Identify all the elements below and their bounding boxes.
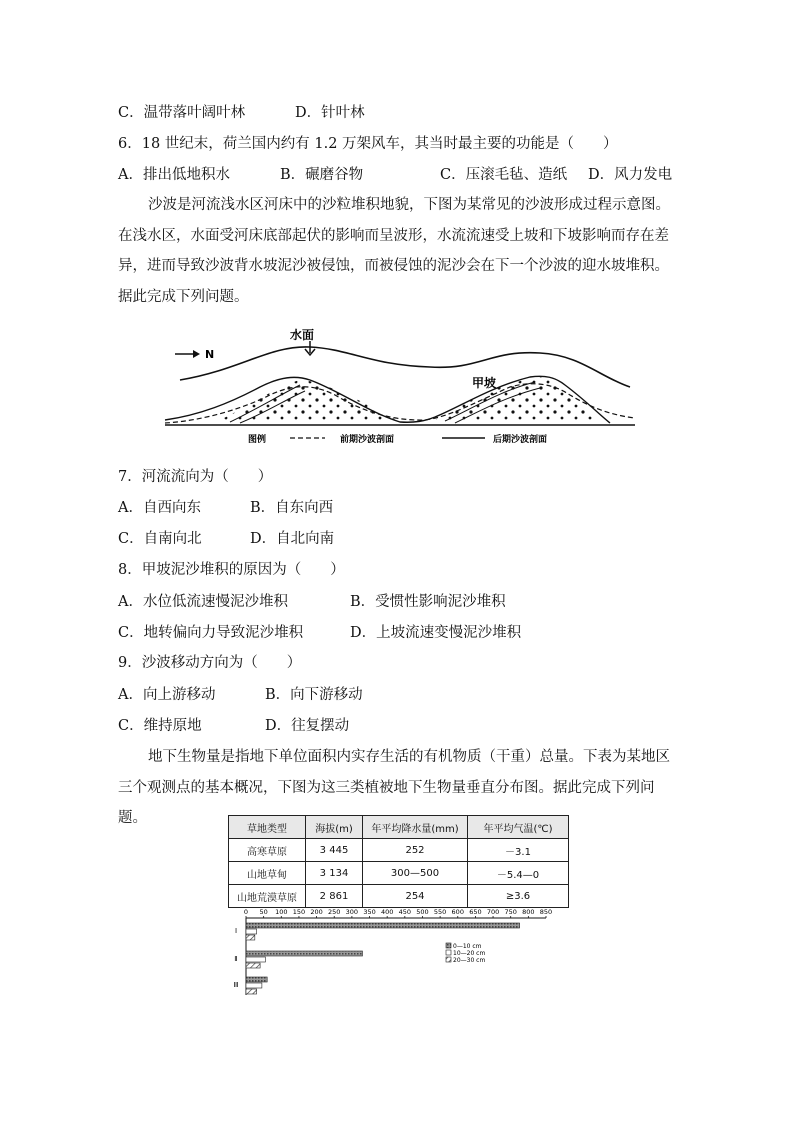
q8-option-c: C．地转偏向力导致泥沙堆积 xyxy=(118,625,304,641)
table-header: 草地类型 xyxy=(229,816,306,839)
bar-20-30-3 xyxy=(246,989,257,994)
legend-label: 20—30 cm xyxy=(453,957,486,964)
table-cell: －5.4—0 xyxy=(468,862,569,885)
q7-stem: 7．河流流向为（ ） xyxy=(118,469,273,485)
q6-option-b: B．碾磨谷物 xyxy=(280,167,364,183)
bar-10-20-2 xyxy=(246,957,265,962)
q6-stem: 6．18 世纪末，荷兰国内约有 1.2 万架风车，其当时最主要的功能是（ ） xyxy=(118,136,618,152)
q8-stem: 8．甲坡泥沙堆积的原因为（ ） xyxy=(118,562,345,578)
legend-early-label: 前期沙波剖面 xyxy=(340,435,395,445)
category-label: Ⅲ xyxy=(233,981,239,989)
category-label: Ⅰ xyxy=(234,927,238,935)
table-header: 年平均气温(℃) xyxy=(468,816,569,839)
q6-option-c: C．压滚毛毡、造纸 xyxy=(440,167,568,183)
q7-option-d: D．自北向南 xyxy=(250,531,335,547)
x-tick-label: 750 xyxy=(504,908,517,916)
passage-sand-waves: 沙波是河流浅水区河床中的沙粒堆积地貌，下图为某常见的沙波形成过程示意图。在浅水区，水面受河床底部起伏的影响而呈波形，水流流速受上坡和下坡影响而存在差异，进而导致沙波背水坡泥沙被侵蚀，而被侵蚀的泥沙会在下一个沙波的迎水坡堆积。据此完成下列问题。 xyxy=(118,197,670,305)
q6-option-a: A．排出低地积水 xyxy=(118,167,230,183)
grassland-table xyxy=(228,815,569,908)
table-cell: 3 134 xyxy=(306,862,363,885)
table-header: 年平均降水量(mm) xyxy=(363,816,468,839)
bar-20-30-2 xyxy=(246,963,260,968)
x-tick-label: 100 xyxy=(275,908,288,916)
q9-stem: 9．沙波移动方向为（ ） xyxy=(118,655,302,671)
x-tick-label: 550 xyxy=(433,908,447,916)
table-cell: 山地草甸 xyxy=(229,862,306,885)
x-tick-label: 250 xyxy=(328,908,341,916)
x-tick-label: 850 xyxy=(539,908,553,916)
legend-late-label: 后期沙波剖面 xyxy=(493,435,548,445)
x-tick-label: 650 xyxy=(469,908,482,916)
bar-0-10-1 xyxy=(246,923,520,928)
q9-option-c: C．维持原地 xyxy=(118,718,202,734)
table-cell: 2 861 xyxy=(306,885,363,908)
table-cell: ≥3.6 xyxy=(468,885,569,908)
legend-swatch xyxy=(446,957,451,962)
x-tick-label: 150 xyxy=(292,908,306,916)
slope-label: 甲坡 xyxy=(472,376,497,390)
biomass-bar-chart xyxy=(228,905,578,1000)
legend-swatch xyxy=(446,943,451,948)
table-cell: 252 xyxy=(363,839,468,862)
q5-option-c: C．温带落叶阔叶林 xyxy=(118,105,246,121)
x-tick-label: 500 xyxy=(416,908,429,916)
q9-option-a: A．向上游移动 xyxy=(118,687,216,703)
bar-20-30-1 xyxy=(246,935,255,940)
x-tick-label: 800 xyxy=(522,908,535,916)
legend-title: 图例 xyxy=(248,435,267,445)
table-cell: 300—500 xyxy=(363,862,468,885)
x-tick-label: 700 xyxy=(486,908,500,916)
x-tick-label: 400 xyxy=(380,908,394,916)
q9-option-b: B．向下游移动 xyxy=(265,687,363,703)
table-cell: 254 xyxy=(363,885,468,908)
passage-biomass: 地下生物量是指地下单位面积内实存生活的有机物质（干重）总量。下表为某地区三个观测点的基本概况，下图为这三类植被地下生物量垂直分布图。据此完成下列问题。 xyxy=(118,749,670,826)
category-label: Ⅱ xyxy=(234,955,238,963)
q7-option-c: C．自南向北 xyxy=(118,531,202,547)
water-surface-line xyxy=(180,347,630,387)
x-tick-label: 0 xyxy=(243,908,249,916)
bar-0-10-3 xyxy=(246,977,267,982)
q8-option-a: A．水位低流速慢泥沙堆积 xyxy=(118,594,288,610)
table-row xyxy=(229,839,569,862)
bar-10-20-1 xyxy=(246,929,257,934)
q8-option-b: B．受惯性影响泥沙堆积 xyxy=(350,594,506,610)
water-label: 水面 xyxy=(290,328,315,342)
table-cell: 高寒草原 xyxy=(229,839,306,862)
sand-wave-diagram xyxy=(160,325,650,450)
q7-option-b: B．自东向西 xyxy=(250,500,334,516)
table-header-row xyxy=(229,816,569,839)
table-cell: 山地荒漠草原 xyxy=(229,885,306,908)
q7-option-a: A．自西向东 xyxy=(118,500,201,516)
bar-10-20-3 xyxy=(246,983,262,988)
table-row xyxy=(229,862,569,885)
legend-label: 10—20 cm xyxy=(453,950,486,957)
x-tick-label: 200 xyxy=(310,908,323,916)
sand-wave-1-body xyxy=(220,380,400,422)
north-label: N xyxy=(205,348,215,361)
legend-label: 0—10 cm xyxy=(453,943,482,950)
x-tick-label: 450 xyxy=(398,908,412,916)
q6-option-d: D．风力发电 xyxy=(588,167,673,183)
table-header: 海拔(m) xyxy=(306,816,363,839)
x-tick-label: 50 xyxy=(259,908,268,916)
table-cell: －3.1 xyxy=(468,839,569,862)
north-arrow-head xyxy=(193,350,200,358)
x-tick-label: 600 xyxy=(451,908,464,916)
x-tick-label: 350 xyxy=(363,908,376,916)
q8-option-d: D．上坡流速变慢泥沙堆积 xyxy=(350,625,522,641)
table-cell: 3 445 xyxy=(306,839,363,862)
x-tick-label: 300 xyxy=(345,908,359,916)
q5-option-d: D．针叶林 xyxy=(295,105,365,121)
q9-option-d: D．往复摆动 xyxy=(265,718,350,734)
legend-swatch xyxy=(446,950,451,955)
bar-0-10-2 xyxy=(246,951,362,956)
